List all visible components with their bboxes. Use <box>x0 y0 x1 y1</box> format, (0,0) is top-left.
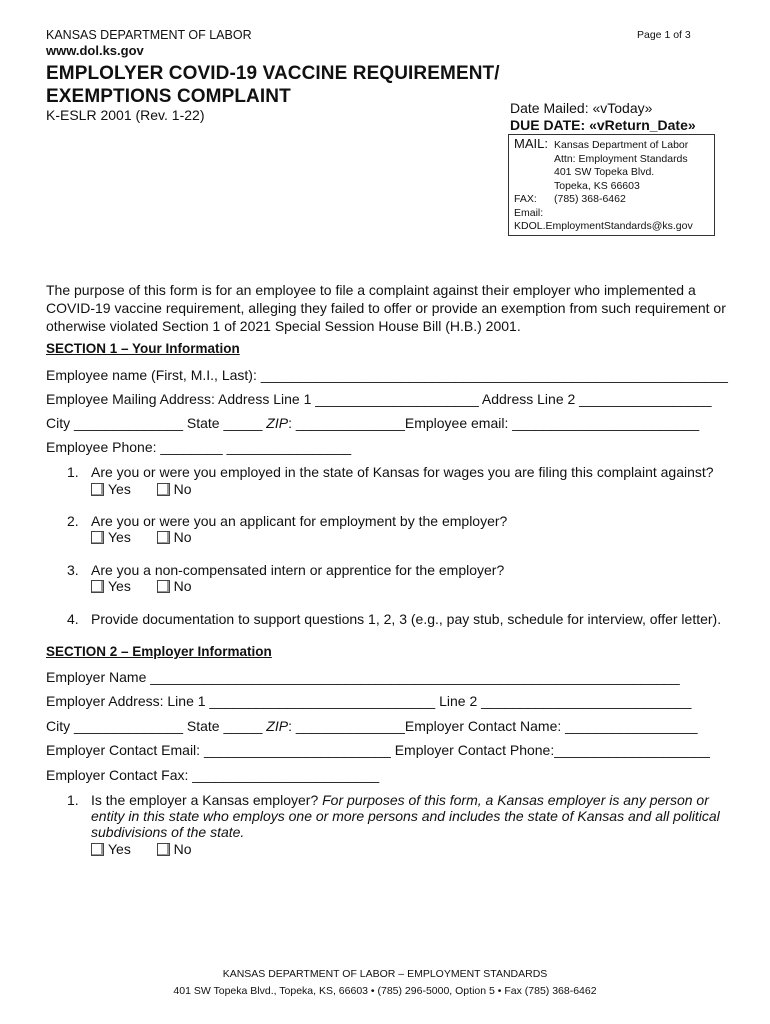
question-1-yes-label: Yes <box>108 481 131 497</box>
question-3-yes-checkbox[interactable] <box>91 580 104 593</box>
employer-question-1-options <box>91 841 192 857</box>
question-1-no-checkbox[interactable] <box>157 483 170 496</box>
question-2-options <box>91 529 192 545</box>
question-2-number: 2. <box>67 513 79 529</box>
mail-line-3: 401 SW Topeka Blvd. <box>554 166 655 178</box>
question-4-number: 4. <box>67 611 79 627</box>
employer-question-1-note-line1: For purposes of this form, a Kansas employer is any person or <box>322 792 709 808</box>
employer-city-state-text: City ______________ State _____ <box>46 718 267 734</box>
employer-zip-contact-text: : ______________Employer Contact Name: _________________ <box>288 718 698 734</box>
form-title-line2: EXEMPTIONS COMPLAINT <box>46 86 291 107</box>
section2-heading: SECTION 2 – Employer Information <box>46 644 272 659</box>
question-1-text: Are you or were you employed in the state of Kansas for wages you are filing this complaint against? <box>91 464 714 480</box>
employer-address-field[interactable]: Employer Address: Line 1 _____________________________ Line 2 ___________________________ <box>46 693 692 709</box>
question-2-yes-checkbox[interactable] <box>91 531 104 544</box>
question-1-no-label: No <box>173 481 192 497</box>
footer-address: 401 SW Topeka Blvd., Topeka, KS, 66603 • (785) 296-5000, Option 5 • Fax (785) 368-6462 <box>173 985 597 997</box>
section1-heading: SECTION 1 – Your Information <box>46 341 240 356</box>
employee-phone-field[interactable]: Employee Phone: ________ ________________ <box>46 439 352 455</box>
due-date: DUE DATE: «vReturn_Date» <box>510 117 696 133</box>
question-4 <box>67 611 721 627</box>
question-1-yes-checkbox[interactable] <box>91 483 104 496</box>
employer-question-1-no-label: No <box>173 841 192 857</box>
employer-question-1-yes-label: Yes <box>108 841 131 857</box>
question-1-options <box>91 481 192 497</box>
agency-website: www.dol.ks.gov <box>46 43 144 58</box>
employer-question-1-number: 1. <box>67 792 79 808</box>
employee-address-field[interactable]: Employee Mailing Address: Address Line 1 _____________________ Address Line 2 _________________ <box>46 391 712 407</box>
form-title-line1: EMPLOLYER COVID-19 VACCINE REQUIREMENT/ <box>46 63 500 84</box>
question-3-options <box>91 578 192 594</box>
employer-question-1 <box>67 792 709 808</box>
email-value[interactable]: KDOL.EmploymentStandards@ks.gov <box>514 220 693 232</box>
purpose-paragraph: The purpose of this form is for an employee to file a complaint against their employer who implemented a COVID-19 vaccine requirement, alleging they failed to offer or provide an exemption from such requirement or otherwise violated Section 1 of 2021 Special Session House Bill (H.B.) 2001. <box>46 282 726 334</box>
question-3-yes-label: Yes <box>108 578 131 594</box>
mail-label: MAIL: <box>514 136 548 151</box>
date-mailed: Date Mailed: «vToday» <box>510 100 653 116</box>
question-2-no-checkbox[interactable] <box>157 531 170 544</box>
question-2-yes-label: Yes <box>108 529 131 545</box>
email-label: Email: <box>514 206 544 219</box>
question-4-text: Provide documentation to support questions 1, 2, 3 (e.g., pay stub, schedule for interview, offer letter). <box>91 611 722 627</box>
page-number: Page 1 of 3 <box>637 29 691 41</box>
mail-line-1: Kansas Department of Labor <box>554 139 689 151</box>
question-2 <box>67 513 507 529</box>
employer-city-state-zip-contact-field[interactable] <box>46 718 698 734</box>
city-state-text: City ______________ State _____ <box>46 415 267 431</box>
fax-value: (785) 368-6462 <box>554 193 626 205</box>
question-3-number: 3. <box>67 562 79 578</box>
zip-email-text: : ______________Employee email: ________________________ <box>288 415 700 431</box>
employer-question-1-no-checkbox[interactable] <box>157 843 170 856</box>
question-2-text: Are you or were you an applicant for employment by the employer? <box>91 513 508 529</box>
employer-contact-email-phone-field[interactable]: Employer Contact Email: ________________________ Employer Contact Phone:____________________ <box>46 742 710 758</box>
question-1-number: 1. <box>67 464 79 480</box>
employer-question-1-text: Is the employer a Kansas employer? <box>91 792 323 808</box>
form-number: K-ESLR 2001 (Rev. 1-22) <box>46 107 205 123</box>
mailing-info-box <box>508 134 715 236</box>
question-3-no-checkbox[interactable] <box>157 580 170 593</box>
zip-label: ZIP <box>266 415 289 431</box>
question-2-no-label: No <box>173 529 192 545</box>
employer-question-1-note-line3: subdivisions of the state. <box>91 824 245 840</box>
question-3-no-label: No <box>173 578 192 594</box>
employer-question-1-yes-checkbox[interactable] <box>91 843 104 856</box>
fax-label: FAX: <box>514 193 537 205</box>
form-title <box>46 62 500 108</box>
employer-zip-label: ZIP <box>266 718 289 734</box>
question-3-text: Are you a non-compensated intern or apprentice for the employer? <box>91 562 505 578</box>
question-3 <box>67 562 504 578</box>
employer-question-1-note-line2: entity in this state who employs one or more persons and includes the state of Kansas and all political <box>91 808 720 824</box>
mail-line-2: Attn: Employment Standards <box>554 152 688 165</box>
employer-name-field[interactable]: Employer Name ____________________________________________________________________ <box>46 669 680 685</box>
agency-name: KANSAS DEPARTMENT OF LABOR <box>46 28 252 42</box>
employee-city-state-zip-email-field[interactable] <box>46 415 699 431</box>
question-1 <box>67 464 714 480</box>
footer-agency: KANSAS DEPARTMENT OF LABOR – EMPLOYMENT STANDARDS <box>222 968 548 980</box>
employee-name-field[interactable]: Employee name (First, M.I., Last): ____________________________________________________________ <box>46 367 728 383</box>
mail-line-4: Topeka, KS 66603 <box>554 179 640 192</box>
employer-contact-fax-field[interactable]: Employer Contact Fax: ________________________ <box>46 767 380 783</box>
